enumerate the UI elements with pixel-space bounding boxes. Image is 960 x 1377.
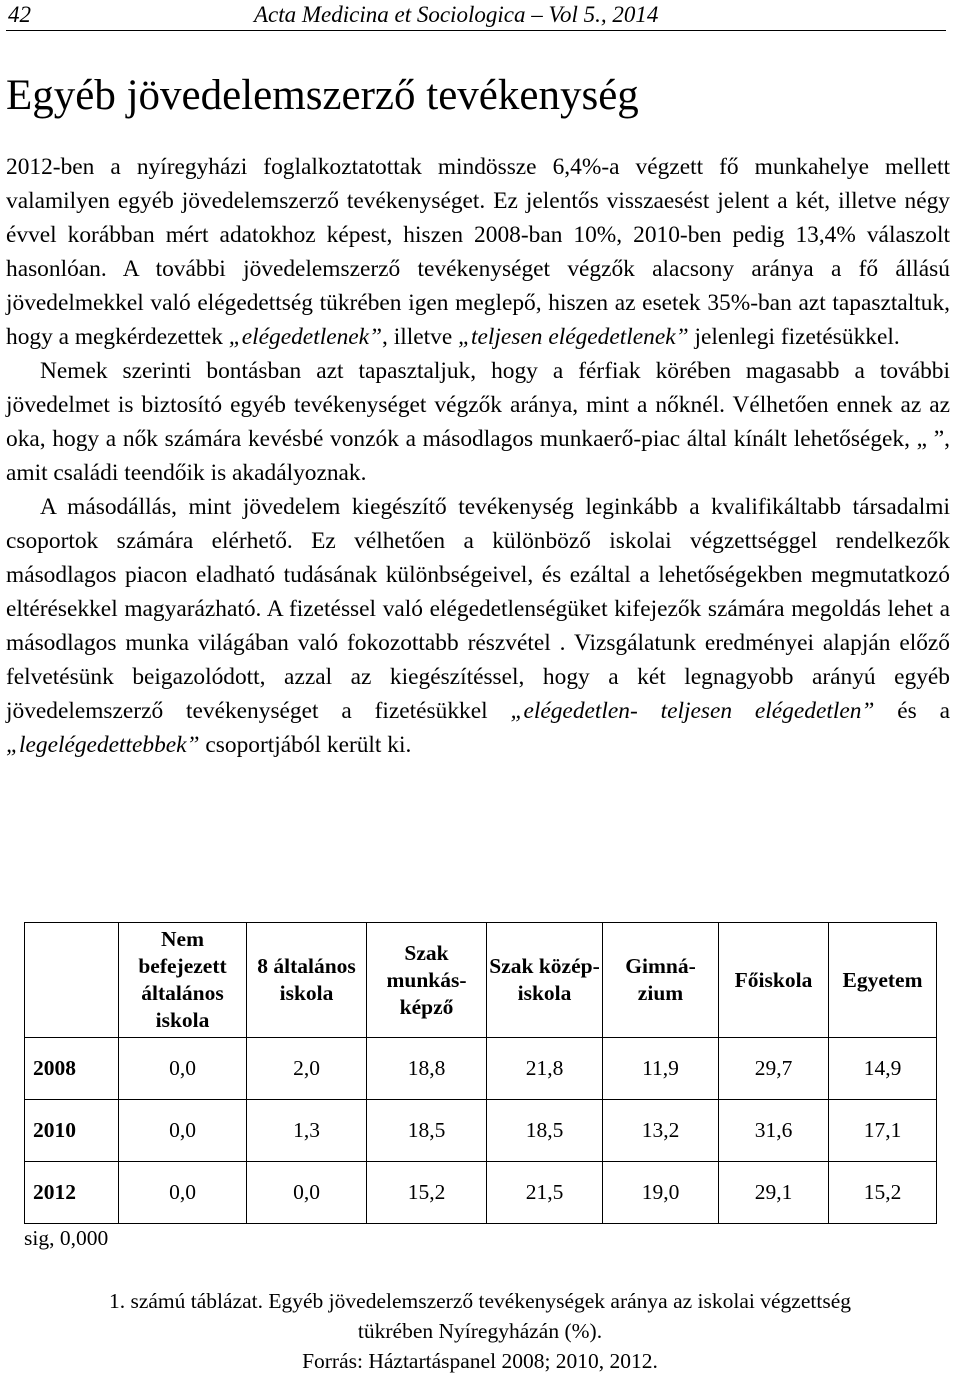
paragraph-text: és a [874,698,951,724]
table-cell: 29,1 [719,1162,829,1224]
row-year: 2010 [25,1100,119,1162]
table-row [25,1038,937,1100]
emphasis-text: „teljesen elégedetlenek” [458,324,689,350]
table-cell: 0,0 [247,1162,367,1224]
table-cell: 18,5 [367,1100,487,1162]
table-header-cell: Szak munkás-képző [367,923,487,1038]
table-cell: 29,7 [719,1038,829,1100]
table-cell: 11,9 [603,1038,719,1100]
emphasis-text: „legelégedettebbek” [6,732,200,758]
table-cell: 18,8 [367,1038,487,1100]
paragraph-3 [6,490,950,762]
table-cell: 13,2 [603,1100,719,1162]
row-year: 2008 [25,1038,119,1100]
table-cell: 17,1 [829,1100,937,1162]
table-cell: 0,0 [119,1162,247,1224]
table-cell: 0,0 [119,1038,247,1100]
journal-title: Acta Medicina et Sociologica – Vol 5., 2014 [254,2,659,27]
table-header-row [25,923,937,1038]
emphasis-text: „elégedetlen- teljesen elégedetlen” [510,698,875,724]
paragraph-1 [6,150,950,354]
table-cell: 31,6 [719,1100,829,1162]
table-cell: 0,0 [119,1100,247,1162]
table-cell: 19,0 [603,1162,719,1224]
significance-note: sig, 0,000 [24,1226,109,1250]
table-header-cell: Nem befejezett általános iskola [119,923,247,1038]
paragraph-text: , illetve [382,324,459,350]
caption-line: tükrében Nyíregyházán (%). [357,1319,603,1343]
caption-source: Forrás: Háztartáspanel 2008; 2010, 2012. [302,1349,658,1373]
paragraph-text: csoportjából került ki. [199,732,412,758]
row-year: 2012 [25,1162,119,1224]
body-text [6,150,950,762]
table-row [25,1100,937,1162]
table-cell: 15,2 [829,1162,937,1224]
emphasis-text: „elégedetlenek” [228,324,383,350]
table-caption [0,1286,960,1376]
table-cell: 14,9 [829,1038,937,1100]
education-table [24,922,937,1224]
paragraph-2: Nemek szerinti bontásban azt tapasztaljuk, hogy a férfiak körében magasabb a további jövedelmet is biztosító egyéb tevékenységet végzők aránya, mint a nőknél. Vélhetően ennek az az oka, hogy a nők számára kevésbé vonzók a másodlagos munkaerő-piac által kínált lehetőségek, „ ”, amit családi teendőik is akadályoznak. [6,358,950,486]
table-cell: 15,2 [367,1162,487,1224]
table-cell: 1,3 [247,1100,367,1162]
table-row [25,1162,937,1224]
paragraph-text: jelenlegi fizetésükkel. [688,324,900,350]
table-header-cell: Szak közép-iskola [487,923,603,1038]
section-title: Egyéb jövedelemszerző tevékenység [6,72,639,119]
running-header [6,2,946,31]
caption-line: 1. számú táblázat. Egyéb jövedelemszerző tevékenységek aránya az iskolai végzettség [108,1289,851,1313]
table-header-cell: 8 általános iskola [247,923,367,1038]
page-number: 42 [8,2,31,27]
paragraph-text: A másodállás, mint jövedelem kiegészítő tevékenység leginkább a kvalifikáltabb társadalmi csoportok számára elérhető. Ez vélhetően a különböző iskolai végzettséggel rendelkezők másodlagos piacon eladható tudásának különbségeivel, és ezáltal a lehetőségekben megmutatkozó eltérésekkel magyarázható. A fizetéssel való elégedetlenségüket kifejezők számára megoldás lehet a másodlagos munka világában való fokozottabb részvétel . Vizsgálatunk eredményei alapján előző felvetésünk beigazolódott, azzal az kiegészítéssel, hogy a két legnagyobb arányú egyéb jövedelemszerző tevékenységet a fizetésükkel [6,494,950,724]
table-header-cell: Gimná-zium [603,923,719,1038]
paragraph-text: 2012-ben a nyíregyházi foglalkoztatottak mindössze 6,4%-a végzett fő munkahelye mellett valamilyen egyéb jövedelemszerző tevékenységet. Ez jelentős visszaesést jelent a két, illetve négy évvel korábban mért adatokhoz képest, hiszen 2008-ban 10%, 2010-ben pedig 13,4% válaszolt hasonlóan. A további jövedelemszerző tevékenységet végzők alacsony aránya a fő állású jövedelmekkel való elégedettség tükrében igen meglepő, hiszen az esetek 35%-ban azt tapasztaltuk, hogy a megkérdezettek [6,154,950,350]
table-header-cell: Egyetem [829,923,937,1038]
table-header-cell [25,923,119,1038]
table-header-cell: Főiskola [719,923,829,1038]
table-cell: 21,5 [487,1162,603,1224]
table-cell: 2,0 [247,1038,367,1100]
table-cell: 18,5 [487,1100,603,1162]
table-cell: 21,8 [487,1038,603,1100]
